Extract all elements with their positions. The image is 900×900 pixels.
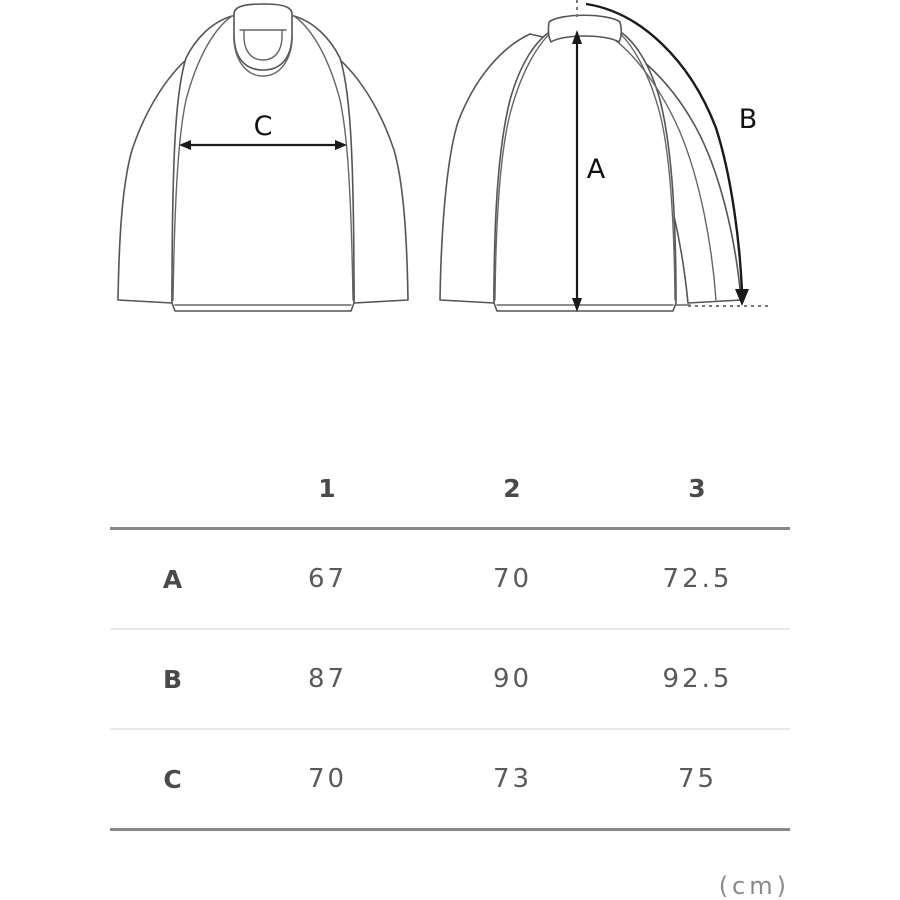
garment-illustration-area	[0, 0, 900, 345]
back-view-garment	[440, 0, 768, 312]
size-table-container	[110, 462, 790, 831]
size-table-header-1: 1	[318, 474, 337, 503]
size-table-row-label-c: C	[110, 729, 235, 830]
size-table-cell-b-1: 87	[235, 629, 420, 729]
back-body	[494, 28, 676, 311]
size-table-cell-a-2: 70	[420, 529, 605, 630]
size-table-corner-header	[110, 462, 235, 529]
table-row	[110, 629, 790, 729]
size-table-body	[110, 529, 790, 830]
size-table-cell-c-3: 75	[605, 729, 790, 830]
size-table	[110, 462, 790, 831]
dimension-c-label: C	[253, 111, 273, 142]
size-table-header-row	[110, 462, 790, 529]
front-view-garment	[118, 4, 408, 311]
size-table-row-label-b: B	[110, 629, 235, 729]
size-table-cell-b-2: 90	[420, 629, 605, 729]
dimension-a-label: A	[586, 154, 606, 185]
size-table-cell-a-3: 72.5	[605, 529, 790, 630]
table-row	[110, 729, 790, 830]
size-table-row-label-a: A	[110, 529, 235, 630]
garment-illustration-svg	[0, 0, 900, 345]
size-table-header-3: 3	[688, 474, 707, 503]
size-table-header-2: 2	[503, 474, 522, 503]
size-table-cell-b-3: 92.5	[605, 629, 790, 729]
unit-label: (cm)	[718, 872, 790, 900]
size-table-cell-c-1: 70	[235, 729, 420, 830]
size-table-cell-c-2: 73	[420, 729, 605, 830]
dimension-b-label: B	[738, 104, 758, 135]
table-row	[110, 529, 790, 630]
size-table-cell-a-1: 67	[235, 529, 420, 630]
size-table-head	[110, 462, 790, 529]
